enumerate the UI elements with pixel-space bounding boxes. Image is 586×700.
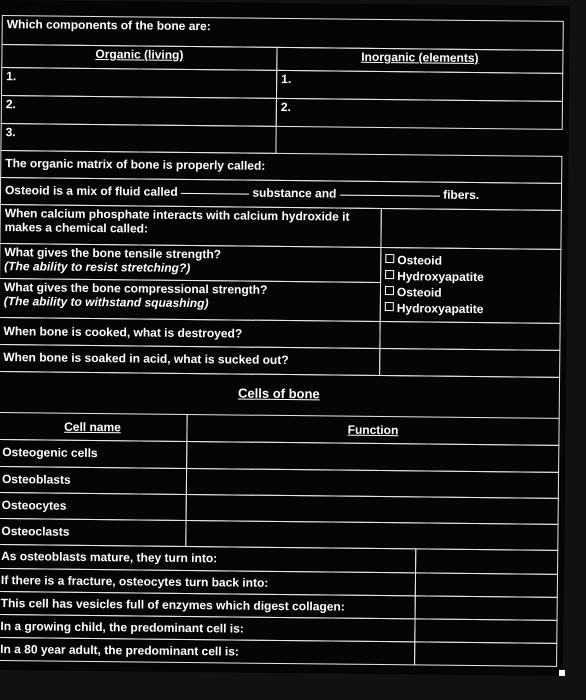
inorganic-row-number: 2. [280, 99, 291, 115]
calcium-answer[interactable] [380, 208, 561, 250]
final-question-text: In a 80 year adult, the predominant cell is: [0, 642, 239, 659]
cell-row-osteoclasts [0, 518, 187, 547]
cell-name-header: Cell name [64, 419, 121, 435]
inorganic-row-number: 1. [281, 71, 292, 87]
cells-title-cell [0, 371, 560, 419]
cell-name: Osteogenic cells [2, 445, 98, 461]
cooked-answer[interactable] [379, 321, 560, 351]
checkbox-icon[interactable] [385, 254, 394, 263]
cell-name: Osteocytes [1, 498, 67, 513]
osteoid-blank-1[interactable] [181, 193, 249, 195]
checkbox-icon[interactable] [385, 286, 394, 295]
organic-row-number: 2. [5, 97, 16, 112]
osteoid-text-3: fibers. [443, 187, 480, 203]
final-answer-2[interactable] [415, 572, 558, 597]
final-question-text: As osteoblasts mature, they turn into: [1, 549, 218, 566]
osteoid-text-2: substance and [252, 185, 337, 201]
checkbox-icon[interactable] [385, 270, 394, 279]
option-hydroxyapatite-1[interactable] [385, 268, 556, 286]
tensile-line-1: What gives the bone tensile strength? [4, 245, 222, 262]
organic-row-2[interactable] [1, 95, 277, 127]
cell-name-header-cell [0, 412, 188, 442]
osteoid-blank-2[interactable] [340, 195, 440, 197]
cell-name: Osteoclasts [1, 524, 70, 539]
option-osteoid-1[interactable] [385, 252, 556, 270]
cell-row-osteogenic [0, 439, 187, 469]
inorganic-row-1[interactable] [276, 70, 563, 102]
final-answer-5[interactable] [414, 641, 557, 666]
calcium-question [0, 204, 382, 248]
cell-row-osteocytes [0, 492, 187, 521]
cell-row-osteoblasts [0, 466, 187, 495]
option-label: Hydroxyapatite [397, 269, 484, 285]
final-answer-1[interactable] [415, 548, 558, 574]
option-label: Osteoid [397, 253, 443, 268]
cooked-question-text: When bone is cooked, what is destroyed? [3, 324, 243, 341]
function-header: Function [347, 422, 399, 438]
final-question-text: If there is a fracture, osteocytes turn back into: [0, 573, 269, 590]
tensile-line-2: (The ability to resist stretching?) [4, 259, 191, 276]
final-question-5 [0, 637, 415, 665]
option-label: Osteoid [396, 285, 442, 300]
compress-line-1: What gives the bone compressional strength? [3, 280, 268, 297]
organic-row-number: 1. [6, 69, 17, 84]
final-question-text: In a growing child, the predominant cell is: [0, 619, 244, 636]
final-answer-3[interactable] [415, 595, 558, 620]
organic-row-number: 3. [5, 125, 16, 140]
strength-options [380, 247, 562, 324]
calcium-line-2: makes a chemical called: [4, 220, 149, 236]
compress-question [0, 278, 381, 322]
acid-question-text: When bone is soaked in acid, what is sucked out? [3, 350, 289, 368]
question-heading-text: Which components of the bone are: [6, 17, 211, 34]
compress-line-2: (The ability to withstand squashing) [3, 294, 209, 311]
organic-row-3[interactable] [0, 123, 276, 154]
option-hydroxyapatite-2[interactable] [385, 300, 556, 318]
final-question-text: This cell has vesicles full of enzymes which digest collagen: [0, 596, 345, 614]
option-osteoid-2[interactable] [385, 284, 556, 302]
checkbox-icon[interactable] [385, 302, 394, 311]
cell-name: Osteoblasts [1, 472, 71, 487]
tensile-question [0, 243, 381, 283]
organic-row-1[interactable] [1, 67, 277, 99]
inorganic-row-2[interactable] [276, 98, 563, 130]
calcium-line-1: When calcium phosphate interacts with calcium hydroxide it [4, 206, 350, 224]
osteoid-text-1: Osteoid is a mix of fluid called [4, 183, 178, 199]
option-label: Hydroxyapatite [396, 301, 484, 317]
organic-header: Organic (living) [95, 47, 184, 62]
inorganic-header: Inorganic (elements) [361, 49, 479, 66]
corner-marker [559, 670, 565, 676]
cells-title: Cells of bone [238, 385, 320, 402]
matrix-question-text: The organic matrix of bone is properly called: [5, 156, 266, 173]
final-answer-4[interactable] [414, 618, 557, 643]
acid-answer[interactable] [379, 348, 560, 378]
